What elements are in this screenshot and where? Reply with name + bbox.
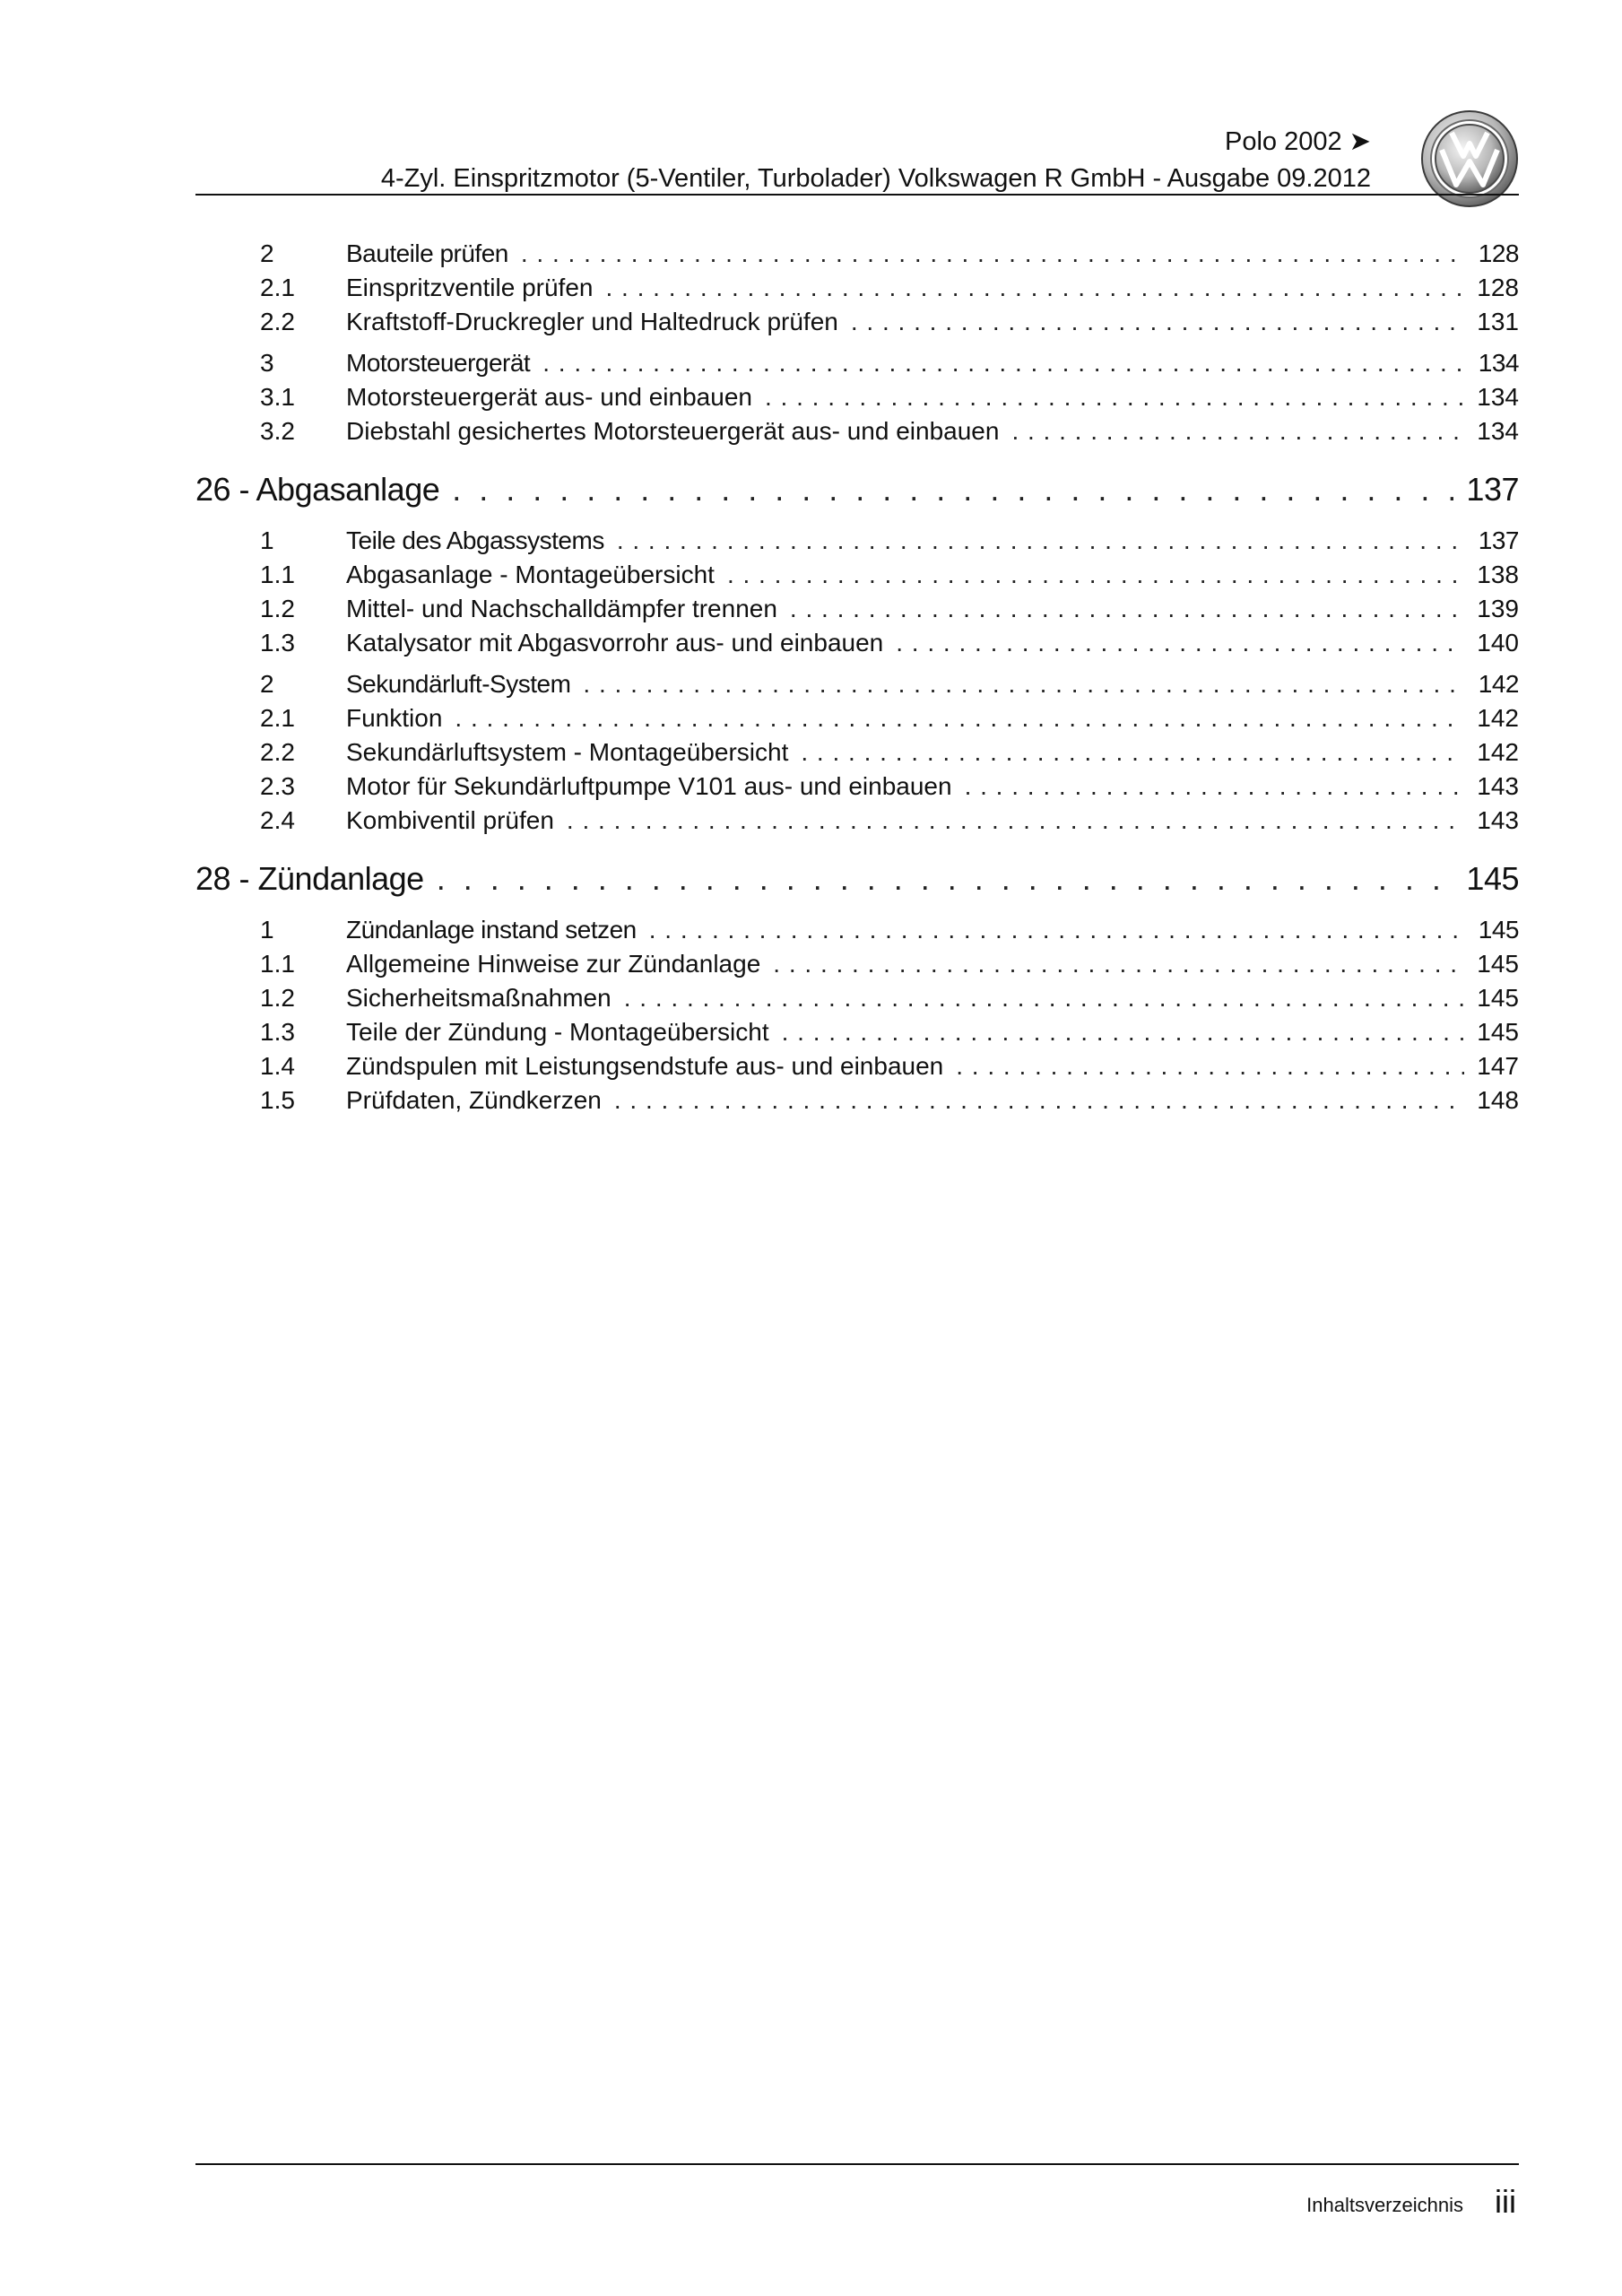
toc-entry-number: 2.2 bbox=[260, 738, 295, 766]
toc-leader-dots bbox=[649, 913, 1466, 947]
toc-leader-dots bbox=[773, 947, 1464, 981]
toc-entry-title: Bauteile prüfen bbox=[346, 239, 508, 267]
toc-leader-dots bbox=[624, 981, 1465, 1015]
toc-entry[interactable] bbox=[195, 626, 1519, 660]
toc-entry[interactable] bbox=[195, 305, 1519, 339]
toc-entry[interactable] bbox=[195, 667, 1519, 701]
toc-entry-title: Prüfdaten, Zündkerzen bbox=[346, 1086, 602, 1114]
toc-entry[interactable] bbox=[195, 735, 1519, 770]
toc-entry[interactable] bbox=[195, 592, 1519, 626]
toc-entry-page: 138 bbox=[1477, 561, 1519, 588]
toc-entry-number: 1.1 bbox=[260, 561, 295, 588]
toc-entry-page: 142 bbox=[1477, 738, 1519, 766]
toc-entry-number: 1.5 bbox=[260, 1086, 295, 1114]
toc-entry-page: 134 bbox=[1477, 417, 1519, 445]
header-subtitle: 4-Zyl. Einspritzmotor (5-Ventiler, Turbolader) Volkswagen R GmbH - Ausgabe 09.2012 bbox=[380, 164, 1371, 193]
toc-entry-number: 1.4 bbox=[260, 1052, 295, 1080]
toc-entry[interactable] bbox=[195, 271, 1519, 305]
toc-entry-number: 2.3 bbox=[260, 772, 295, 800]
toc-entry-title: 26 - Abgasanlage bbox=[195, 471, 440, 508]
header-divider bbox=[195, 194, 1519, 196]
toc-entry-title: Motorsteuergerät aus- und einbauen bbox=[346, 383, 752, 411]
toc-leader-dots bbox=[790, 592, 1464, 626]
toc-leader-dots bbox=[617, 524, 1466, 558]
toc-entry-title: Mittel- und Nachschalldämpfer trennen bbox=[346, 595, 777, 622]
toc-entry-title: Kombiventil prüfen bbox=[346, 806, 554, 834]
toc-leader-dots bbox=[605, 271, 1464, 305]
header-title: Polo 2002 ➤ bbox=[1225, 127, 1371, 156]
toc-entry-title: Motor für Sekundärluftpumpe V101 aus- und einbauen bbox=[346, 772, 952, 800]
toc-leader-dots bbox=[614, 1083, 1464, 1118]
toc-entry-title: Sekundärluft-System bbox=[346, 670, 571, 698]
toc-entry-number: 3 bbox=[260, 349, 274, 377]
toc-entry-page: 137 bbox=[1466, 471, 1519, 508]
footer-page-number: iii bbox=[1495, 2183, 1516, 2220]
toc-leader-dots bbox=[965, 770, 1465, 804]
toc-entry-title: Sekundärluftsystem - Montageübersicht bbox=[346, 738, 789, 766]
toc-entry-number: 2.1 bbox=[260, 274, 295, 301]
toc-entry-title: 28 - Zündanlage bbox=[195, 860, 424, 897]
toc-entry-title: Teile des Abgassystems bbox=[346, 526, 604, 554]
toc-entry-page: 131 bbox=[1477, 308, 1519, 335]
toc-entry-number: 2.4 bbox=[260, 806, 295, 834]
toc-entry[interactable] bbox=[195, 463, 1519, 517]
toc-entry-title: Einspritzventile prüfen bbox=[346, 274, 594, 301]
toc-entry[interactable] bbox=[195, 1049, 1519, 1083]
toc-entry[interactable] bbox=[195, 346, 1519, 380]
toc-entry-title: Zündspulen mit Leistungsendstufe aus- und einbauen bbox=[346, 1052, 944, 1080]
toc-entry-page: 134 bbox=[1477, 383, 1519, 411]
toc-entry-page: 142 bbox=[1478, 670, 1519, 698]
toc-entry[interactable] bbox=[195, 913, 1519, 947]
toc-entry-title: Abgasanlage - Montageübersicht bbox=[346, 561, 715, 588]
toc-entry-number: 1.3 bbox=[260, 1018, 295, 1046]
toc-entry-number: 2.2 bbox=[260, 308, 295, 335]
toc-entry-number: 2 bbox=[260, 239, 274, 267]
toc-entry-page: 134 bbox=[1478, 349, 1519, 377]
toc-entry-number: 1.1 bbox=[260, 950, 295, 978]
toc-entry[interactable] bbox=[195, 524, 1519, 558]
toc-entry[interactable] bbox=[195, 414, 1519, 448]
toc-entry-page: 145 bbox=[1477, 1018, 1519, 1046]
toc-entry[interactable] bbox=[195, 701, 1519, 735]
toc-entry-title: Motorsteuergerät bbox=[346, 349, 531, 377]
toc-leader-dots bbox=[452, 463, 1453, 517]
toc-leader-dots bbox=[583, 667, 1465, 701]
toc-entry-page: 143 bbox=[1477, 806, 1519, 834]
toc-entry-title: Teile der Zündung - Montageübersicht bbox=[346, 1018, 769, 1046]
toc-leader-dots bbox=[851, 305, 1464, 339]
toc-entry[interactable] bbox=[195, 1083, 1519, 1118]
toc-entry-title: Kraftstoff-Druckregler und Haltedruck prüfen bbox=[346, 308, 838, 335]
toc-entry[interactable] bbox=[195, 804, 1519, 838]
toc-entry[interactable] bbox=[195, 237, 1519, 271]
toc-entry-page: 128 bbox=[1477, 274, 1519, 301]
toc-leader-dots bbox=[1011, 414, 1464, 448]
toc-entry-page: 145 bbox=[1478, 916, 1519, 944]
toc-leader-dots bbox=[542, 346, 1466, 380]
toc-entry-number: 1 bbox=[260, 916, 274, 944]
toc-entry-number: 3.2 bbox=[260, 417, 295, 445]
toc-entry-number: 1.2 bbox=[260, 984, 295, 1012]
toc-entry[interactable] bbox=[195, 981, 1519, 1015]
toc-leader-dots bbox=[896, 626, 1464, 660]
toc-entry-page: 137 bbox=[1478, 526, 1519, 554]
toc-leader-dots bbox=[455, 701, 1464, 735]
toc-entry-title: Zündanlage instand setzen bbox=[346, 916, 637, 944]
toc-leader-dots bbox=[801, 735, 1464, 770]
toc-entry-page: 128 bbox=[1478, 239, 1519, 267]
toc-entry-title: Funktion bbox=[346, 704, 443, 732]
footer-label: Inhaltsverzeichnis bbox=[1306, 2194, 1463, 2216]
toc-entry-number: 1 bbox=[260, 526, 274, 554]
toc-entry[interactable] bbox=[195, 852, 1519, 906]
toc-entry-number: 1.3 bbox=[260, 629, 295, 657]
toc-entry-page: 142 bbox=[1477, 704, 1519, 732]
toc-leader-dots bbox=[567, 804, 1464, 838]
toc-entry[interactable] bbox=[195, 770, 1519, 804]
toc-entry-title: Diebstahl gesichertes Motorsteuergerät aus- und einbauen bbox=[346, 417, 1000, 445]
toc-entry-page: 145 bbox=[1477, 950, 1519, 978]
toc-leader-dots bbox=[437, 852, 1454, 906]
toc-entry[interactable] bbox=[195, 558, 1519, 592]
toc-entry-number: 3.1 bbox=[260, 383, 295, 411]
toc-entry-page: 145 bbox=[1477, 984, 1519, 1012]
toc-entry-title: Allgemeine Hinweise zur Zündanlage bbox=[346, 950, 761, 978]
toc-entry-page: 143 bbox=[1477, 772, 1519, 800]
toc-entry-page: 140 bbox=[1477, 629, 1519, 657]
toc-entry-number: 1.2 bbox=[260, 595, 295, 622]
toc-leader-dots bbox=[782, 1015, 1465, 1049]
toc-entry[interactable] bbox=[195, 380, 1519, 414]
toc-entry[interactable] bbox=[195, 947, 1519, 981]
toc-entry-page: 147 bbox=[1477, 1052, 1519, 1080]
toc-entry[interactable] bbox=[195, 1015, 1519, 1049]
toc-entry-title: Katalysator mit Abgasvorrohr aus- und einbauen bbox=[346, 629, 884, 657]
toc-entry-number: 2 bbox=[260, 670, 274, 698]
toc-entry-number: 2.1 bbox=[260, 704, 295, 732]
toc-leader-dots bbox=[765, 380, 1464, 414]
toc-leader-dots bbox=[956, 1049, 1464, 1083]
toc-leader-dots bbox=[727, 558, 1464, 592]
toc-entry-page: 145 bbox=[1466, 860, 1519, 897]
table-of-contents bbox=[195, 237, 1519, 1118]
footer-divider bbox=[195, 2163, 1519, 2165]
toc-leader-dots bbox=[521, 237, 1466, 271]
toc-entry-page: 148 bbox=[1477, 1086, 1519, 1114]
toc-entry-title: Sicherheitsmaßnahmen bbox=[346, 984, 612, 1012]
toc-entry-page: 139 bbox=[1477, 595, 1519, 622]
